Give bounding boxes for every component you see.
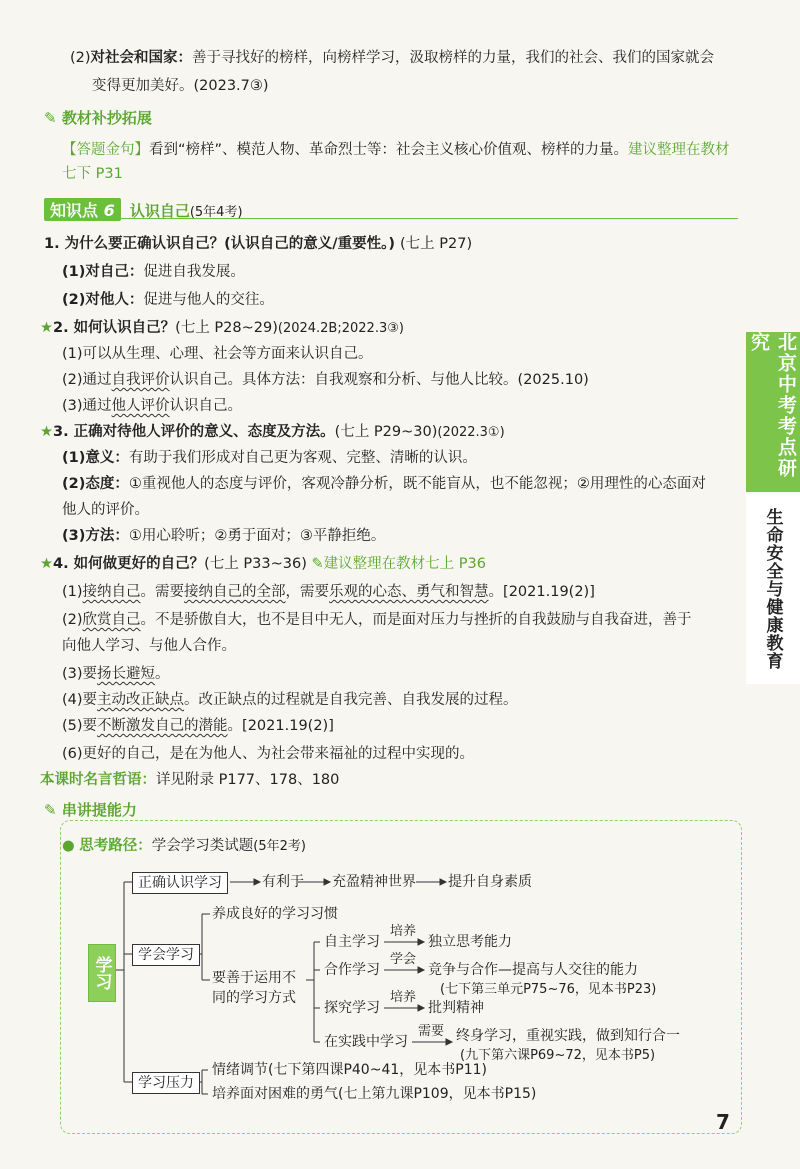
b3-item-2: 培养面对困难的勇气(七上第九课P109，见本书P15) [212,1086,537,1102]
m4: 在实践中学习 [324,1034,408,1050]
supplement-text: 看到“榜样”、模范人物、革命烈士等：社会主义核心价值观、榜样的力量。 [149,142,629,158]
q4-a3: (3)要扬长避短。 [62,666,170,682]
kp-meta: (5年4考) [189,205,243,220]
q4-title: ★4. 如何做更好的自己？(七上 P33~36) ✎建议整理在教材七上 P36 [40,556,486,572]
m2-arrow-label: 学会 [390,952,417,967]
side-tab-bottom: 生命安全与健康教育 [746,494,800,684]
q2-a1: (1)可以从生理、心理、社会等方面来认识自己。 [62,346,373,362]
intro-label: 对社会和国家： [90,50,193,66]
star-icon: ★ [40,556,53,572]
pencil-icon: ✎ [311,556,324,572]
q1-a1: (1)对自己：促进自我发展。 [62,264,245,280]
q3-a1: (1)意义：有助于我们形成对自己更为客观、完整、清晰的认识。 [62,450,477,466]
supplement-suggest-2: 七下 P31 [62,166,123,182]
q3-a3: (3)方法：①用心聆听；②勇于面对；③平静拒绝。 [62,528,386,544]
q4-a2: (2)欣赏自己。不是骄傲自大，也不是目中无人，而是面对压力与挫折的自我鼓励与自我奋进，善于 [62,612,692,628]
diagram-b2: 学会学习 [132,944,200,966]
diagram-b1: 正确认识学习 [132,872,228,894]
b2-habit: 养成良好的学习习惯 [212,906,338,922]
intro-num: (2) [70,50,91,66]
b2-method-1: 要善于运用不 [212,970,296,986]
side-tab-top: 北京中考考点研究 [746,332,800,492]
b1-chain-3: 提升自身素质 [448,874,532,890]
diagram-root: 学习 [88,944,116,1002]
diagram-b3: 学习压力 [132,1072,200,1094]
q3-a2: (2)态度：①重视他人的态度与评价，客观冷静分析，既不能盲从，也不能忽视；②用理性的心态面对 [62,476,706,492]
m4-ref: (九下第六课P69~72，见本书P5) [460,1048,656,1063]
pencil-icon: ✎ [44,801,57,819]
q1-a2: (2)对他人：促进与他人的交往。 [62,292,274,308]
m1: 自主学习 [324,934,380,950]
supplement-bracket: 【答题金句】 [62,142,149,158]
m4-res: 终身学习，重视实践，做到知行合一 [456,1028,680,1044]
quote-line: 本课时名言哲语：详见附录 P177、178、180 [40,772,340,788]
q4-a6: (6)更好的自己，是在为他人、为社会带来福祉的过程中实现的。 [62,746,475,762]
b2-method-2: 同的学习方式 [212,990,296,1006]
q4-a2b: 向他人学习、与他人合作。 [62,638,236,654]
m4-arrow-label: 需要 [418,1024,445,1039]
page-number: 7 [716,1110,730,1134]
b3-item-1: 情绪调节(七下第四课P40~41，见本书P11) [212,1062,487,1078]
intro-line-2: 变得更加美好。(2023.7③) [92,78,269,94]
bullet-icon: ● [62,838,75,854]
intro-text: 善于寻找好的榜样，向榜样学习，汲取榜样的力量，我们的社会、我们的国家就会 [192,50,715,66]
q4-a5: (5)要不断激发自己的潜能。[2021.19(2)] [62,718,334,734]
pencil-icon: ✎ [44,109,57,127]
m3-res: 批判精神 [428,1000,484,1016]
supplement-suggest: 建议整理在教材 [628,142,730,158]
q3-a2b: 他人的评价。 [62,502,149,518]
m2-res: 竞争与合作—提高与人交往的能力 [428,962,638,978]
q2-a3: (3)通过他人评价认识自己。 [62,398,243,414]
m3-arrow-label: 培养 [390,990,417,1005]
star-icon: ★ [40,320,53,336]
star-icon: ★ [40,424,53,440]
q1-title: 1. 为什么要正确认识自己？(认识自己的意义/重要性。) (七上 P27) [44,236,473,252]
path-line: ● 思考路径：学会学习类试题(5年2考) [62,838,306,854]
b1-chain-1: 有利于 [262,874,304,890]
m3: 探究学习 [324,1000,380,1016]
kp-tag: 知识点 6 [44,198,121,221]
m1-res: 独立思考能力 [428,934,512,950]
q4-a4: (4)要主动改正缺点。改正缺点的过程就是自我完善、自我发展的过程。 [62,692,518,708]
q2-title: ★2. 如何认识自己？(七上 P28~29)(2024.2B;2022.3③) [40,320,404,336]
supplement-title-text: 教材补抄拓展 [61,109,152,127]
q4-a1: (1)接纳自己。需要接纳自己的全部，需要乐观的心态、勇气和智慧。[2021.19(2)] [62,584,595,600]
ability-title: ✎ 串讲提能力 [44,801,137,819]
q3-title: ★3. 正确对待他人评价的意义、态度及方法。(七上 P29~30)(2022.3①) [40,424,505,440]
m2: 合作学习 [324,962,380,978]
m2-ref: (七下第三单元P75~76，见本书P23) [440,982,657,997]
m1-arrow-label: 培养 [390,924,417,939]
b1-chain-2: 充盈精神世界 [332,874,416,890]
q2-a2: (2)通过自我评价认识自己。具体方法：自我观察和分析、与他人比较。(2025.10) [62,372,589,388]
kp-title: 认识自己 [129,202,190,220]
